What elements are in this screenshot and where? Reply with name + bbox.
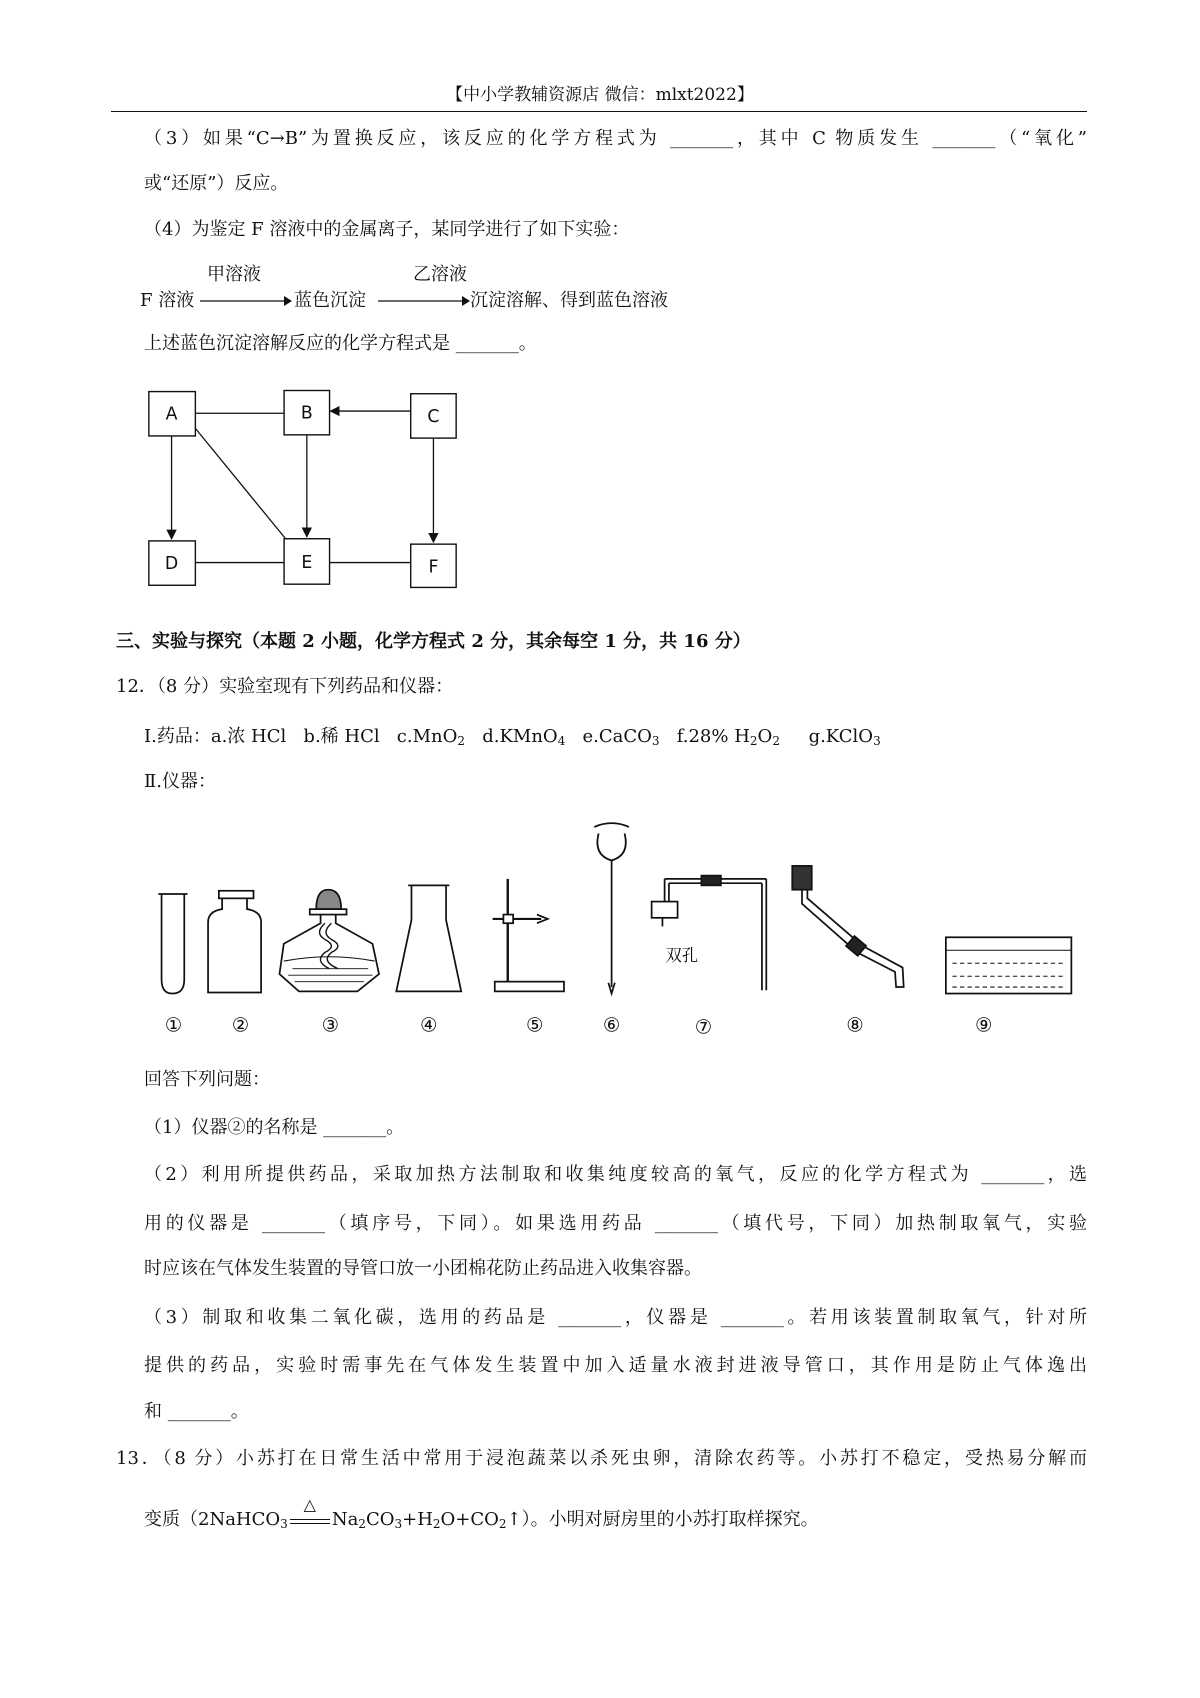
- q12-part2-line2: 用的仪器是 _______（填序号，下同）。如果选用药品 _______（填代号，下同）加热制取氧气，实验: [144, 1213, 1087, 1234]
- label-6: ⑥: [602, 1013, 621, 1037]
- edge-a-e: [195, 428, 287, 541]
- flow-start: F 溶液: [140, 290, 195, 311]
- q12-reagents: [144, 726, 881, 748]
- reagent-f: f.28% $H_2O_2$: [676, 726, 780, 748]
- node-f: F: [428, 557, 439, 578]
- eq-pre: 变质（2NaHCO: [144, 1509, 281, 1530]
- q12-part3-line2: 提供的药品，实验时需事先在气体发生装置中加入适量水液封进液导管口，其作用是防止气体逸出: [144, 1355, 1087, 1376]
- node-a: A: [165, 404, 178, 425]
- q13-equation-line: 变质（2NaHCO$_3$ △ $Na_2CO_3+H_2O+CO_2↑$）。小明对厨房里的小苏打取样探究。: [144, 1495, 819, 1531]
- label-8: ⑧: [846, 1013, 864, 1037]
- header-divider: [111, 111, 1087, 112]
- reagent-a: a.浓 HCl: [210, 726, 287, 747]
- delivery-tube-single-hole: [792, 866, 903, 987]
- label-9: ⑨: [975, 1013, 993, 1037]
- label-5: ⑤: [526, 1013, 544, 1037]
- reagent-e: e.CaCO$_3$: [582, 726, 660, 748]
- label-7: ⑦: [694, 1015, 713, 1039]
- section-3-heading: 三、实验与探究（本题 2 小题，化学方程式 2 分，其余每空 1 分，共 16 分）: [116, 631, 751, 652]
- stopper-note: 双孔: [665, 946, 699, 966]
- label-3: ③: [321, 1013, 340, 1037]
- flow-end: 沉淀溶解、得到蓝色溶液: [470, 290, 668, 311]
- reagents-label: Ⅰ.药品：: [144, 726, 211, 747]
- node-e: E: [301, 552, 313, 573]
- flow-arrow-2: [378, 292, 470, 308]
- reaction-sign: [288, 1495, 332, 1531]
- q12-part3-line1: （3）制取和收集二氧化碳，选用的药品是 _______，仪器是 _______。若用该装置制取氧气，针对所: [144, 1307, 1087, 1328]
- label-1: ①: [164, 1013, 183, 1037]
- iron-stand: [493, 879, 564, 992]
- q12-prompt: 回答下列问题：: [144, 1069, 270, 1090]
- label-2: ②: [231, 1013, 250, 1037]
- q13-stem-line1: 13．（8 分）小苏打在日常生活中常用于浸泡蔬菜以杀死虫卵，清除农药等。小苏打不稳定，受热易分解而: [116, 1448, 1087, 1469]
- reagent-d: d.KMnO$_4$: [482, 726, 566, 748]
- eq-post: ↑）。小明对厨房里的小苏打取样探究。: [506, 1509, 819, 1530]
- node-c: C: [427, 406, 440, 427]
- reagent-g: g.KClO$_3$: [808, 726, 881, 748]
- q12-part2-line1: （2）利用所提供药品，采取加热方法制取和收集纯度较高的氧气，反应的化学方程式为 _______，选: [144, 1164, 1087, 1185]
- label-4: ④: [420, 1013, 438, 1037]
- q11-part4: （4）为鉴定 F 溶液中的金属离子，某同学进行了如下实验：: [144, 219, 630, 240]
- double-line: [290, 1519, 330, 1524]
- q11-part3-line2: 或“还原”）反应。: [144, 173, 289, 194]
- alcohol-lamp: [279, 890, 379, 992]
- reagent-b: b.稀 HCl: [303, 726, 380, 747]
- q11-part4-question: 上述蓝色沉淀溶解反应的化学方程式是 _______。: [144, 333, 537, 354]
- delivery-tube-double-hole: [652, 876, 767, 991]
- node-b: B: [300, 403, 313, 424]
- q12-part2-line3: 时应该在气体发生装置的导管口放一小团棉花防止药品进入收集容器。: [144, 1258, 702, 1279]
- thistle-funnel: [594, 823, 629, 993]
- flow-reagent-1: 甲溶液: [207, 264, 261, 285]
- q12-stem: 12．（8 分）实验室现有下列药品和仪器：: [116, 676, 454, 697]
- node-d: D: [164, 554, 179, 575]
- q11-part3-line1: （3）如果“C→B”为置换反应，该反应的化学方程式为 _______，其中 C 物质发生 _______（“氧化”: [144, 128, 1087, 149]
- q12-part3-line3: 和 _______。: [144, 1401, 249, 1422]
- flow-reagent-2: 乙溶液: [413, 264, 467, 285]
- relationship-diagram: [140, 384, 465, 595]
- q12-part1: （1）仪器②的名称是 _______。: [144, 1117, 405, 1138]
- test-tube: [162, 894, 185, 994]
- apparatus-figure: [141, 817, 1093, 1050]
- heat-symbol: △: [303, 1495, 316, 1514]
- water-trough: [946, 937, 1071, 993]
- page-header: 【中小学教辅资源店 微信：mlxt2022】: [446, 85, 754, 105]
- q12-instruments-label: Ⅱ.仪器：: [144, 771, 216, 792]
- flow-mid: 蓝色沉淀: [294, 290, 366, 311]
- flow-arrow-1: [200, 292, 292, 308]
- reagent-bottle: [208, 891, 261, 993]
- conical-flask: [396, 885, 461, 991]
- reagent-c: c.MnO$_2$: [396, 726, 466, 748]
